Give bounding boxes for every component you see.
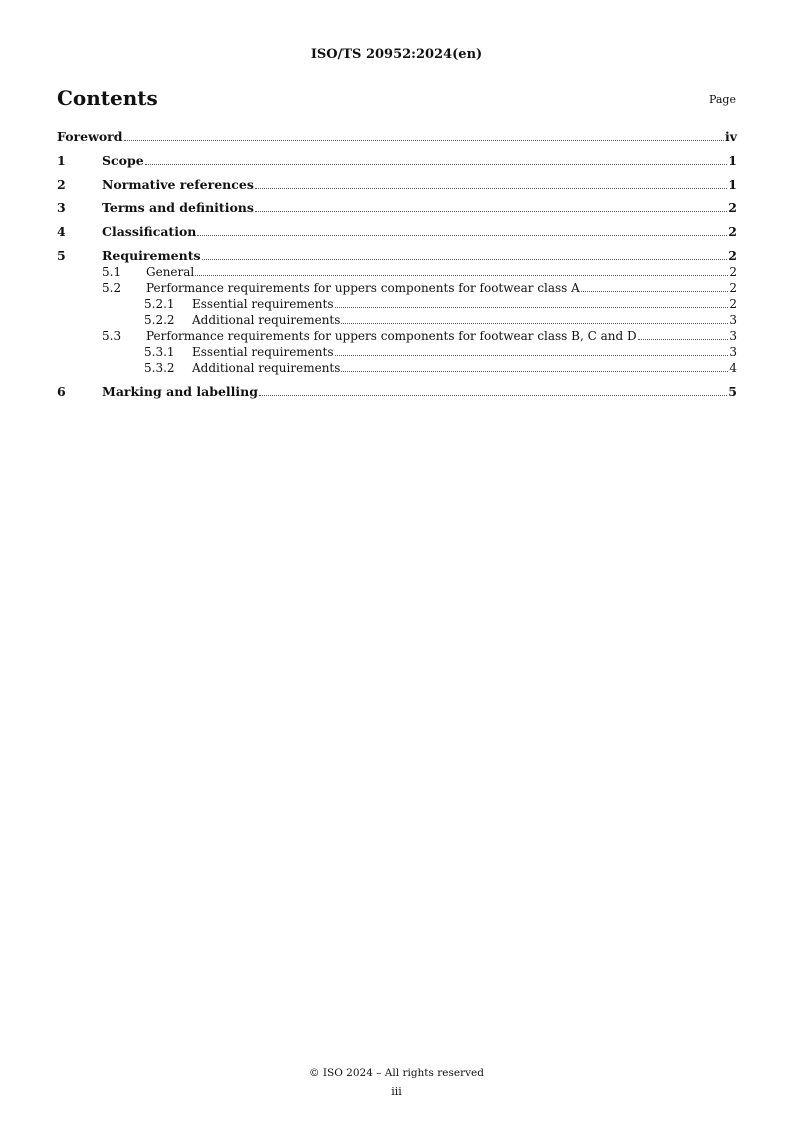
toc-entry-number: 2: [57, 177, 66, 192]
dot-leader: [259, 395, 727, 396]
toc-entry-page: 2: [729, 281, 737, 295]
toc-entry-title: Foreword: [57, 129, 123, 144]
toc-entry-title: General: [146, 265, 195, 279]
dot-leader: [638, 339, 729, 340]
toc-entry-title: Essential requirements: [192, 297, 334, 311]
toc-entry-title: Scope: [102, 153, 144, 168]
toc-entry-number: 5.3.2: [144, 361, 175, 375]
page-column-label: Page: [708, 93, 736, 106]
toc-entry-additional-requirements-bcd[interactable]: [57, 360, 737, 376]
toc-entry-number: 5: [57, 248, 66, 263]
toc-entry-title: Classification: [102, 224, 197, 239]
dot-leader: [202, 259, 728, 260]
toc-entry-page: 2: [728, 248, 737, 263]
toc-entry-number: 1: [57, 153, 66, 168]
toc-entry-number: 3: [57, 200, 66, 215]
toc-entry-page: 3: [729, 313, 737, 327]
dot-leader: [124, 140, 724, 141]
toc-entry-terms-and-definitions[interactable]: [57, 200, 737, 216]
toc-entry-performance-class-a[interactable]: [57, 280, 737, 296]
toc-entry-classification[interactable]: [57, 224, 737, 240]
toc-entry-page: 3: [729, 329, 737, 343]
toc-entry-number: 5.2.1: [144, 297, 175, 311]
page-number: iii: [391, 1085, 402, 1098]
toc-entry-page: 1: [728, 153, 737, 168]
copyright-notice: © ISO 2024 – All rights reserved: [309, 1067, 484, 1079]
toc-entry-page: 2: [729, 297, 737, 311]
toc-entry-performance-class-bcd[interactable]: [57, 328, 737, 344]
dot-leader: [145, 164, 728, 165]
toc-entry-number: 5.2.2: [144, 313, 175, 327]
toc-entry-marking-and-labelling[interactable]: [57, 384, 737, 400]
dot-leader: [255, 188, 727, 189]
toc-entry-title: Terms and definitions: [102, 200, 254, 215]
dot-leader: [255, 211, 727, 212]
toc-entry-page: 2: [729, 265, 737, 279]
toc-entry-requirements[interactable]: [57, 248, 737, 264]
dot-leader: [335, 307, 729, 308]
toc-entry-page: 4: [729, 361, 737, 375]
dot-leader: [341, 371, 728, 372]
toc-entry-general[interactable]: [57, 264, 737, 280]
toc-entry-title: Performance requirements for uppers components for footwear class B, C and D: [146, 329, 637, 343]
toc-entry-title: Performance requirements for uppers components for footwear class A: [146, 281, 580, 295]
toc-entry-title: Normative references: [102, 177, 254, 192]
toc-entry-number: 4: [57, 224, 66, 239]
toc-entry-page: 1: [728, 177, 737, 192]
toc-entry-title: Marking and labelling: [102, 384, 259, 399]
dot-leader: [581, 291, 729, 292]
toc-entry-page: 2: [728, 200, 737, 215]
toc-entry-title: Essential requirements: [192, 345, 334, 359]
contents-title: Contents: [57, 86, 158, 110]
toc-entry-title: Requirements: [102, 248, 201, 263]
dot-leader: [335, 355, 729, 356]
toc-entry-number: 6: [57, 384, 66, 399]
dot-leader: [197, 235, 727, 236]
toc-entry-page: 5: [728, 384, 737, 399]
toc-entry-foreword[interactable]: [57, 129, 737, 145]
toc-entry-page: iv: [724, 129, 737, 144]
toc-entry-number: 5.3.1: [144, 345, 175, 359]
toc-entry-title: Additional requirements: [192, 361, 341, 375]
toc-entry-additional-requirements-a[interactable]: [57, 312, 737, 328]
toc-entry-title: Additional requirements: [192, 313, 341, 327]
toc-entry-essential-requirements-bcd[interactable]: [57, 344, 737, 360]
dot-leader: [195, 275, 728, 276]
toc-entry-number: 5.3: [102, 329, 122, 343]
toc-entry-number: 5.2: [102, 281, 122, 295]
toc-entry-scope[interactable]: [57, 153, 737, 169]
toc-entry-page: 2: [728, 224, 737, 239]
toc-entry-normative-references[interactable]: [57, 177, 737, 193]
toc-entry-page: 3: [729, 345, 737, 359]
document-id-header: ISO/TS 20952:2024(en): [310, 47, 483, 62]
toc-entry-number: 5.1: [102, 265, 122, 279]
dot-leader: [341, 323, 728, 324]
toc-entry-essential-requirements-a[interactable]: [57, 296, 737, 312]
